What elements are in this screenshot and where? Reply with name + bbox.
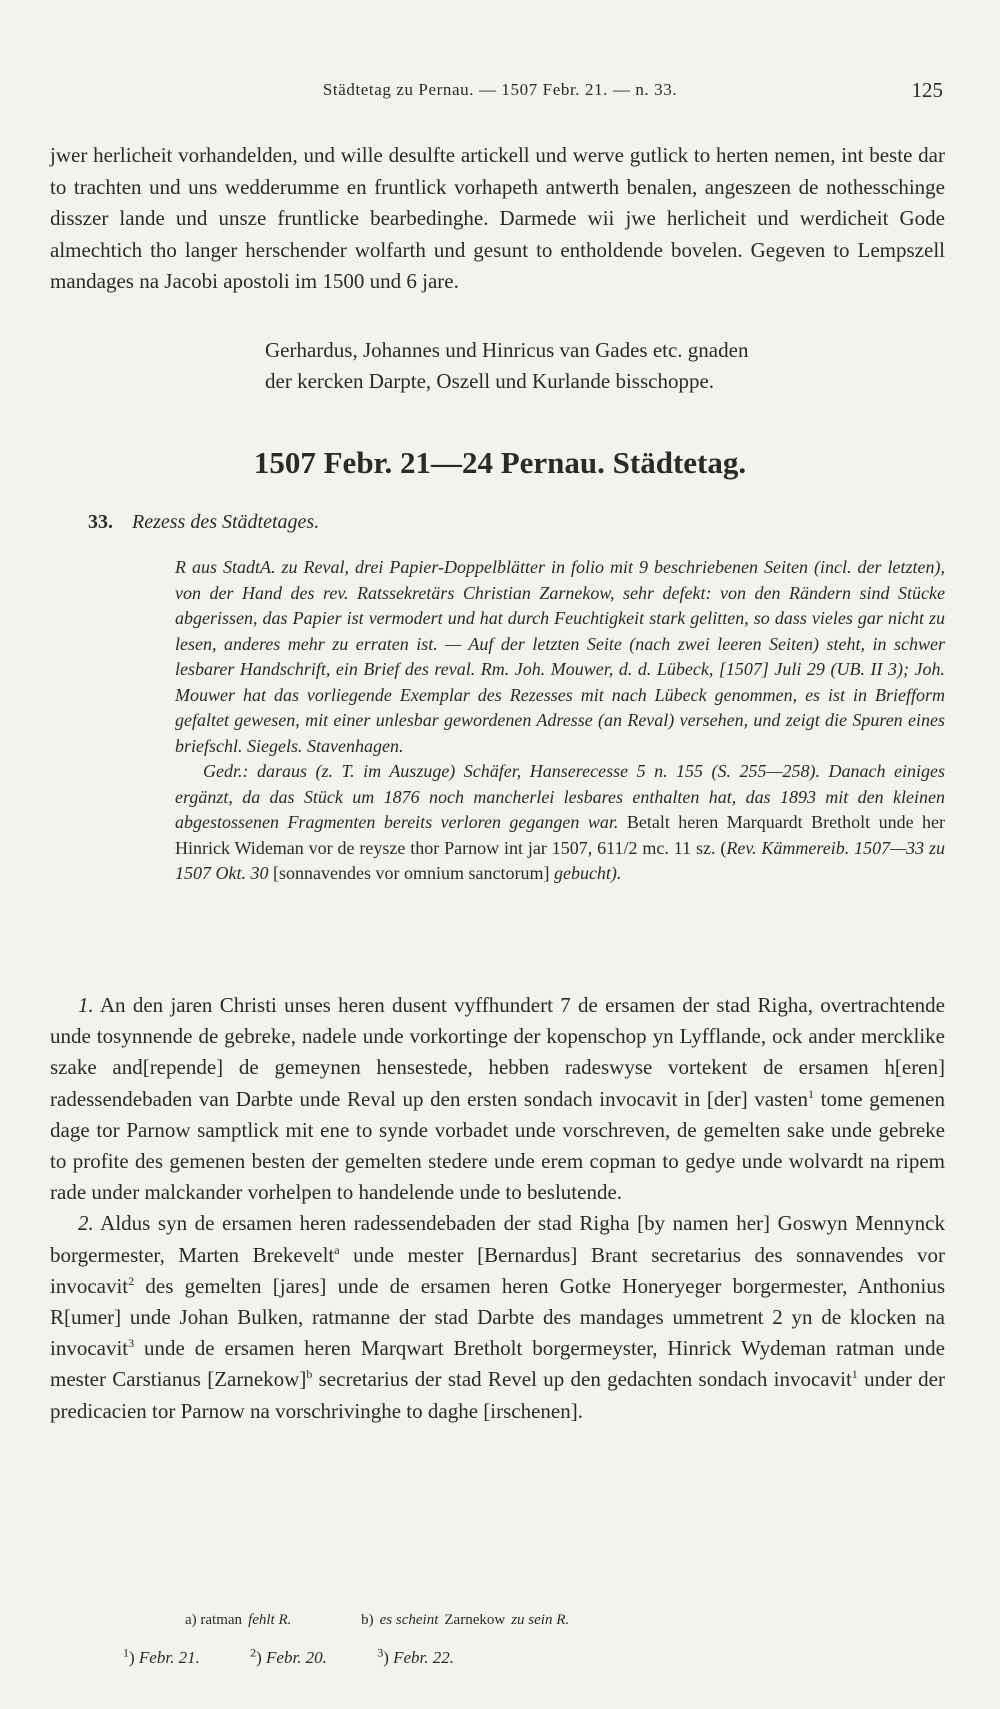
letter-footnotes	[185, 1612, 575, 1629]
booked-note: gebucht).	[553, 863, 622, 883]
letter-paragraph: jwer herlicheit vorhandelden, und wille desulfte artickell und werve gutlick to herten nemen, int beste dar to trachten und uns wedderumme en fruntlick vorhapeth antwerth benalen, angeszeen de nothesschinge disszer lande und unsze fruntlicke bearbedinghe. Darmede wii jwe herlicheit und werdicheit Gode almechtich tho langer herschender wolfarth und gesunt to entholdende bovelen. Gegeven to Lempszell mandages na Jacobi apostoli im 1500 und 6 jare.	[50, 143, 945, 293]
footnote-2: $^2$) Febr. 20.	[250, 1645, 327, 1667]
footnote-1: $^1$) Febr. 21.	[123, 1645, 200, 1667]
footnote-ref-b: b	[306, 1367, 313, 1382]
paragraph-2-text-e: secretarius der stad Revel up den gedachten sondach invocavit	[312, 1367, 852, 1392]
footnote-ref-1b: 1	[851, 1367, 858, 1382]
payment-fraction: 1/2	[614, 837, 638, 858]
footnote-ref-2: 2	[128, 1273, 135, 1288]
footnote-b-note2: zu sein R.	[511, 1612, 570, 1628]
document-number-line	[88, 511, 319, 534]
footnote-b-word: Zarnekow	[444, 1612, 506, 1628]
footnote-3-number: 3	[377, 1645, 384, 1660]
payment-text-a: Betalt heren Marquardt Bretholt unde her Hinrick Wideman vor de reysze thor Parnow int jar 1507, 61	[175, 812, 946, 858]
footnote-a-note: fehlt R.	[248, 1612, 292, 1628]
footnote-b-note1: es scheint	[379, 1612, 439, 1628]
paragraph-2-text-a: Aldus syn de ersamen heren radessendebaden der stad Righa [by namen her] Goswyn Mennynck borgermester, Marten Brekevelt	[50, 1211, 945, 1267]
page-number: 125	[911, 78, 943, 102]
section-heading: 1507 Febr. 21—24 Pernau. Städtetag.	[253, 445, 747, 480]
paragraph-2-number: 2.	[78, 1211, 94, 1236]
paragraph-1-text-a: An den jaren Christi unses heren dusent vyffhundert 7 de ersamen der stad Righa, overtrachtende unde tosynnende de gebreke, nadele unde vorkortinge der kopenschop yn Lyfflande, ock ander mercklike szake and[repende] de gemeynen hensestede, hebben radeswyse vortekent de ersamen h[eren] radessendebaden van Darbte unde Reval up den ersten sondach invocavit in [der] vasten	[50, 993, 945, 1111]
paragraph-2-text-c: des gemelten [jares] unde de ersamen heren Gotke Honeryeger borgermester, Anthonius R[umer] unde Johan Bulken, ratmanne der stad Darbte des mandages ummetrent 2 yn de klocken na invocavit	[50, 1273, 945, 1361]
footnote-2-text: Febr. 20.	[266, 1648, 327, 1667]
number-footnotes	[123, 1645, 500, 1668]
footnote-ref-1: 1	[808, 1086, 814, 1101]
paragraph-1-number: 1.	[78, 993, 94, 1017]
signature-line-2: der kercken Darpte, Oszell und Kurlande bisschoppe.	[265, 369, 715, 393]
footnote-3-text: Febr. 22.	[393, 1648, 455, 1667]
signature	[265, 335, 905, 397]
paragraph-2-text-d: unde de ersamen heren Marqwart Bretholt borgermeyster, Hinrick Wydeman ratman unde mester Carstianus [Zarnekow]	[50, 1336, 945, 1392]
source-note-print	[175, 759, 945, 887]
source-note-description: R aus StadtA. zu Reval, drei Papier-Doppelblätter in folio mit 9 beschriebenen Seiten (incl. der letzten), von der Hand des rev. Ratssekretärs Christian Zarnekow, sehr defekt: von den Rändern sind Stücke abgerissen, das Papier ist vermodert und hat durch Feuchtigkeit stark gelitten, so dass vieles gar nicht zu lesen, anderes mehr zu erraten ist. — Auf der letzten Seite (nach zwei leeren Seiten) steht, in schwer lesbarer Handschrift, ein Brief des reval. Rm. Joh. Mouwer, d. d. Lübeck, [1507] Juli 29 (UB. II 3); Joh. Mouwer hat das vorliegende Exemplar des Rezesses mit nach Lübeck genommen, es ist in Briefform gefaltet gewesen, mit einer unlesbar gewordenen Adresse (an Reval) versehen, und zeigt die Spuren eines briefschl. Siegels. Stavenhagen.	[175, 557, 945, 756]
footnote-2-number: 2	[250, 1645, 257, 1660]
paragraph-2-text-b: unde mester [Bernardus] Brant secretarius des sonnavendes vor invocavit	[50, 1242, 946, 1298]
recess-body	[50, 990, 945, 1427]
footnote-3: $^3$) Febr. 22.	[377, 1645, 455, 1667]
footnote-1-text: Febr. 21.	[138, 1648, 200, 1667]
footnote-ref-a: a	[334, 1242, 340, 1257]
paragraph-1-text-b: tome gemenen dage tor Parnow samptlick mit ene to synde vorbadet unde vorschreven, de gemelten sake unde gebreke to profite des gemenen besten der gemelten stedere unde erem copman to gedye unde wolvardt na ripem rade under malckander vorhelpen to handelende unde to beslutende.	[50, 1086, 945, 1205]
paragraph-2	[50, 1208, 945, 1426]
payment-text-b: mc. 11 sz. (	[637, 837, 727, 858]
source-note	[175, 555, 945, 887]
print-reference: Gedr.: daraus (z. T. im Auszuge) Schäfer, Hanserecesse 5 n. 155 (S. 255—258). Danach einiges ergänzt, da das Stück um 1876 noch mancherlei lesbares enthalten hat, das 1893 mit den kleinen abgestossenen Fragmenten bereits verloren gegangen war.	[175, 761, 945, 832]
footnote-ref-3: 3	[128, 1336, 135, 1351]
kammerei-reference: Rev. Kämmereib. 1507—33 zu 1507 Okt. 30	[175, 837, 946, 883]
running-title: Städtetag zu Pernau. — 1507 Febr. 21. — n. 33.	[322, 80, 678, 99]
signature-line-1: Gerhardus, Johannes und Hinricus van Gades etc. gnaden	[265, 338, 749, 362]
footnote-1-number: 1	[123, 1645, 129, 1660]
document-number: 33.	[88, 511, 113, 533]
footnote-a-label: a) ratman	[185, 1612, 243, 1628]
paragraph-1	[50, 990, 945, 1208]
paragraph-2-text-f: under der predicacien tor Parnow na vorschrivinghe to daghe [irschenen].	[50, 1367, 945, 1423]
running-head	[0, 74, 1000, 104]
footnote-b-label: b)	[361, 1612, 374, 1628]
payment-text-c: [sonnavendes vor omnium sanctorum]	[268, 863, 554, 883]
letter-end-text	[50, 140, 945, 298]
document-title: Rezess des Städtetages.	[132, 511, 320, 533]
